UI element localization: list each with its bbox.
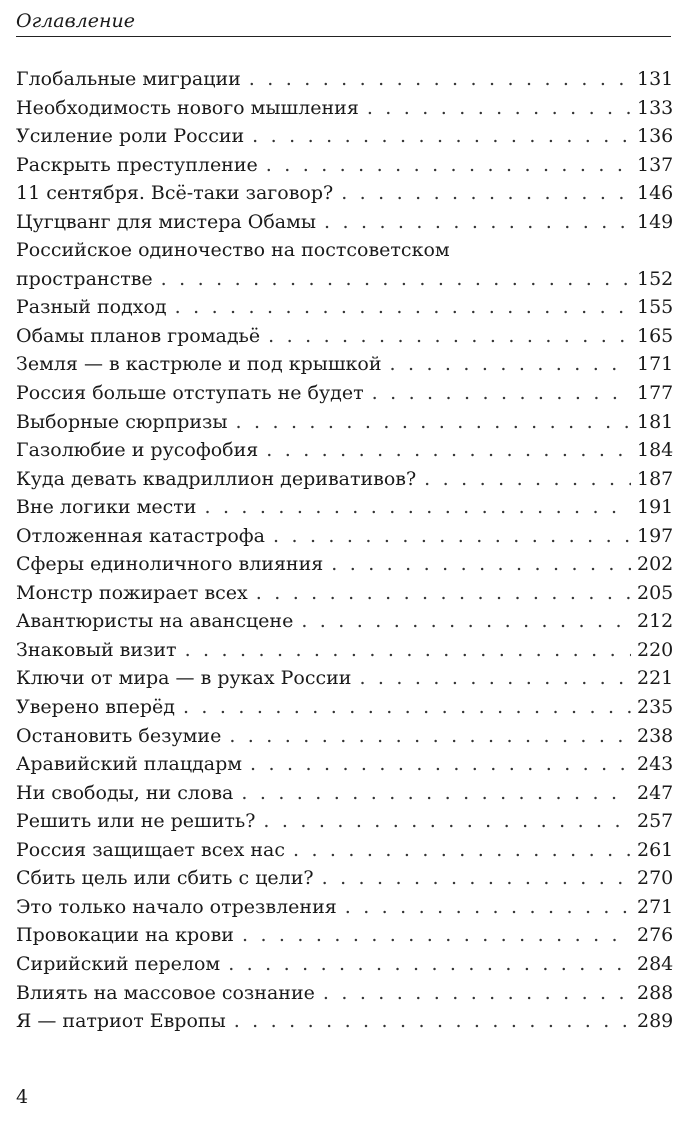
toc-entry-page: 137 [637,153,674,176]
dot-leader [301,607,631,636]
running-head: Оглавление [16,10,136,32]
toc-entry-title: Глобальные миграции [16,68,241,90]
toc-entry[interactable] [16,465,674,494]
toc-entry-page: 220 [637,638,674,661]
toc-entry[interactable] [16,893,674,922]
dot-leader [324,208,631,237]
toc-entry-page: 133 [637,96,674,119]
toc-entry-title: Провокации на крови [16,924,234,947]
dot-leader [263,807,631,836]
toc-entry[interactable] [16,493,674,522]
toc-entry-title: Усиление роли России [16,125,245,148]
toc-entry-title: Выборные сюрпризы [16,410,228,433]
toc-entry-page: 205 [637,581,674,604]
dot-leader [367,94,631,123]
toc-entry-page: 212 [637,610,674,633]
dot-leader [250,750,631,779]
toc-entry-title: Газолюбие и русофобия [16,439,259,462]
toc-entry-page: 261 [637,838,674,861]
toc-entry-page: 270 [637,867,674,890]
toc-entry-page: 271 [637,895,674,918]
toc-entry-page: 152 [637,267,674,290]
toc-entry-title: Раскрыть преступление [16,153,258,176]
toc-entry-title: Ключи от мира — в руках России [16,667,352,690]
toc-entry-page: 181 [637,410,674,433]
header-rule [16,36,671,37]
dot-leader [228,950,631,979]
dot-leader [249,65,631,94]
dot-leader [268,322,631,351]
dot-leader [229,722,631,751]
dot-leader [424,465,631,494]
dot-leader [293,836,631,865]
toc-entry-page: 149 [637,210,674,233]
toc-entry-title: Аравийский плацдарм [16,753,243,776]
toc-entry-page: 131 [637,68,674,90]
toc-entry-title: Монстр пожирает всех [16,581,248,604]
toc-entry-title: Авантюристы на авансцене [16,610,294,633]
toc-entry-page: 187 [637,467,674,490]
toc-entry-title: Вне логики мести [16,496,197,519]
dot-leader [241,779,631,808]
toc-entry[interactable] [16,693,674,722]
toc-entry[interactable] [16,921,674,950]
page-number: 4 [16,1086,29,1108]
toc-entry-title: Остановить безумие [16,724,222,747]
toc-entry-page: 165 [637,324,674,347]
toc-entry-title: Цугцванг для мистера Обамы [16,210,317,233]
toc-entry-page: 197 [637,524,674,547]
toc-entry-title: Сферы единоличного влияния [16,553,324,576]
toc-entry[interactable] [16,350,674,379]
dot-leader [175,293,631,322]
toc-entry[interactable] [16,208,674,237]
toc-entry-page: 221 [637,667,674,690]
toc-entry-title: Земля — в кастрюле и под крышкой [16,353,382,376]
toc-entry[interactable] [16,179,674,208]
toc-entry-page: 155 [637,296,674,319]
dot-leader [273,522,631,551]
dot-leader [204,493,631,522]
toc-entry[interactable] [16,722,674,751]
dot-leader [322,864,631,893]
dot-leader [266,151,631,180]
toc-entry-title: Я — патриот Европы [16,1010,226,1033]
toc-entry-page: 289 [637,1010,674,1033]
dot-leader [236,408,631,437]
toc-entry[interactable] [16,65,674,94]
toc-entry[interactable] [16,779,674,808]
dot-leader [390,350,632,379]
toc-entry-page: 171 [637,353,674,376]
dot-leader [234,1007,631,1036]
toc-entry-title-line2: пространстве [16,267,153,290]
toc-entry[interactable] [16,864,674,893]
toc-entry-title: Куда девать квадриллион деривативов? [16,467,417,490]
toc-entry-page: 136 [637,125,674,148]
toc-entry-page: 184 [637,439,674,462]
toc-entry-title: Необходимость нового мышления [16,96,359,119]
toc-entry-title: 11 сентября. Всё-таки заговор? [16,182,334,205]
toc-entry-page: 288 [637,981,674,1004]
toc-entry[interactable] [16,807,674,836]
toc-entry-page: 146 [637,182,674,205]
toc-entry[interactable] [16,436,674,465]
toc-entry-title: Это только начало отрезвления [16,895,337,918]
dot-leader [323,979,631,1008]
table-of-contents [16,65,674,1036]
toc-entry[interactable] [16,379,674,408]
toc-entry[interactable] [16,636,674,665]
toc-entry-title-line1: Российское одиночество на постсоветском [16,239,450,262]
dot-leader [359,664,631,693]
toc-entry[interactable] [16,950,674,979]
toc-entry-title: Отложенная катастрофа [16,524,265,547]
dot-leader [266,436,631,465]
dot-leader [161,265,631,294]
toc-entry[interactable] [16,94,674,123]
toc-entry-page: 247 [637,781,674,804]
toc-entry[interactable] [16,236,674,293]
toc-entry[interactable] [16,579,674,608]
toc-entry-page: 243 [637,753,674,776]
dot-leader [252,122,631,151]
toc-entry[interactable] [16,408,674,437]
toc-entry[interactable] [16,151,674,180]
toc-entry[interactable] [16,293,674,322]
toc-entry-title: Уверено вперёд [16,696,175,719]
toc-entry-page: 177 [637,382,674,405]
toc-entry[interactable] [16,522,674,551]
toc-entry-title: Знаковый визит [16,638,177,661]
dot-leader [183,693,631,722]
toc-entry-page: 238 [637,724,674,747]
toc-entry[interactable] [16,836,674,865]
dot-leader [341,179,631,208]
toc-entry-title: Влиять на массовое сознание [16,981,315,1004]
toc-entry[interactable] [16,550,674,579]
toc-entry-title: Обамы планов громадьё [16,324,261,347]
toc-entry-page: 284 [637,952,674,975]
toc-entry-title: Сирийский перелом [16,952,221,975]
toc-entry[interactable] [16,607,674,636]
toc-entry-page: 202 [637,553,674,576]
toc-entry-page: 276 [637,924,674,947]
toc-entry-title: Решить или не решить? [16,810,256,833]
dot-leader [372,379,631,408]
toc-entry[interactable] [16,322,674,351]
toc-entry-title: Разный подход [16,296,167,319]
toc-entry-page: 191 [637,496,674,519]
toc-entry-title: Россия больше отступать не будет [16,382,364,405]
toc-entry[interactable] [16,664,674,693]
toc-entry-page: 235 [637,696,674,719]
toc-entry-page: 257 [637,810,674,833]
toc-entry[interactable] [16,979,674,1008]
toc-entry-title: Ни свободы, ни слова [16,781,234,804]
dot-leader [242,921,631,950]
toc-entry[interactable] [16,750,674,779]
dot-leader [331,550,631,579]
dot-leader [345,893,631,922]
dot-leader [185,636,631,665]
toc-entry[interactable] [16,122,674,151]
toc-entry-title: Россия защищает всех нас [16,838,285,861]
dot-leader [256,579,631,608]
toc-entry-title: Сбить цель или сбить с цели? [16,867,314,890]
toc-entry[interactable] [16,1007,674,1036]
